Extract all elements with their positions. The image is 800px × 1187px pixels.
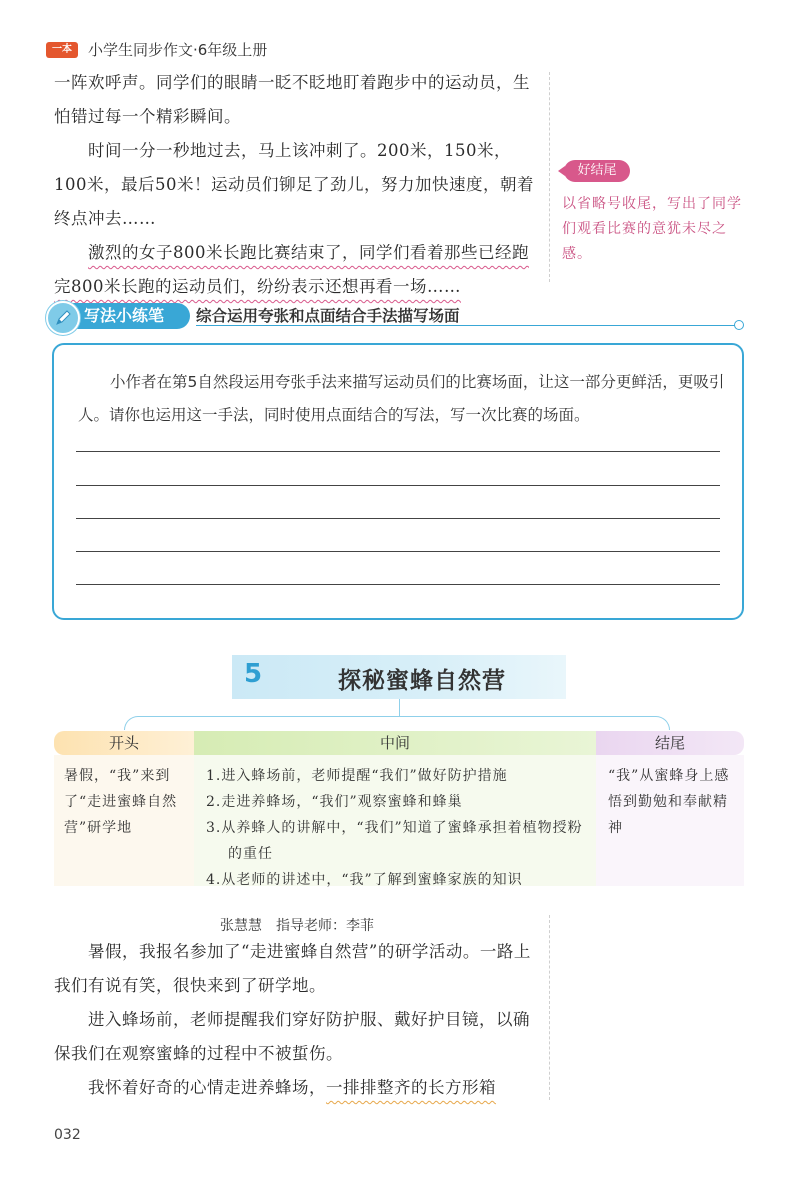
- writing-line[interactable]: [76, 485, 720, 486]
- article-text: 我怀着好奇的心情走进养蜂场，: [88, 1078, 326, 1097]
- article-paragraph: [54, 1071, 540, 1105]
- outline-connector: [399, 699, 400, 716]
- top-essay-text: [54, 66, 534, 304]
- book-badge: 一本: [46, 42, 78, 58]
- practice-title: 综合运用夸张和点面结合手法描写场面: [196, 307, 460, 325]
- practice-prompt-text: 小作者在第5自然段运用夸张手法来描写运动员们的比赛场面，让这一部分更鲜活，更吸引人。请你也运用这一手法，同时使用点面结合的写法，写一次比赛的场面。: [78, 373, 725, 424]
- page-number: 032: [54, 1127, 81, 1143]
- middle-heading: 中间: [194, 731, 596, 755]
- side-comment: 以省略号收尾，写出了同学们观看比赛的意犹未尽之感。: [562, 196, 742, 262]
- article-paragraph: 暑假，我报名参加了“走进蜜蜂自然营”的研学活动。一路上我们有说有笑，很快来到了研学地。: [54, 942, 531, 995]
- article-body: [54, 935, 540, 1105]
- list-item: 4.从老师的讲述中，“我”了解到蜜蜂家族的知识: [206, 872, 523, 888]
- essay-paragraph: 时间一分一秒地过去，马上该冲刺了。200米，150米，100米，最后50米！运动员们铆足了劲儿，努力加快速度，朝着终点冲去……: [54, 141, 534, 228]
- pen-icon: [46, 301, 80, 335]
- ending-heading: 结尾: [596, 731, 744, 755]
- margin-divider: [549, 915, 550, 1100]
- section-title: 探秘蜜蜂自然营: [338, 668, 506, 694]
- middle-list: [206, 763, 596, 893]
- article-paragraph: 进入蜂场前，老师提醒我们穿好防护服、戴好护目镜，以确保我们在观察蜜蜂的过程中不被蜇伤。: [54, 1010, 530, 1063]
- banner-end-dot: [734, 320, 744, 330]
- writing-line[interactable]: [76, 551, 720, 552]
- good-ending-tag: 好结尾: [564, 160, 630, 182]
- opening-heading: 开头: [54, 731, 194, 755]
- writing-line[interactable]: [76, 584, 720, 585]
- opening-text: 暑假，“我”来到了“走进蜜蜂自然营”研学地: [64, 768, 178, 836]
- byline: 张慧慧 指导老师：李菲: [220, 918, 374, 934]
- practice-prompt: [78, 366, 728, 432]
- outline-connector: [124, 716, 670, 730]
- essay-paragraph: [54, 236, 534, 304]
- essay-paragraph: 一阵欢呼声。同学们的眼睛一眨不眨地盯着跑步中的运动员，生怕错过每一个精彩瞬间。: [54, 73, 530, 126]
- ending-text: “我”从蜜蜂身上感悟到勤勉和奉献精神: [608, 768, 730, 836]
- writing-line[interactable]: [76, 451, 720, 452]
- section-number: 5: [244, 659, 263, 689]
- practice-label: 写法小练笔: [66, 303, 190, 329]
- writing-line[interactable]: [76, 518, 720, 519]
- margin-divider: [549, 72, 550, 282]
- highlighted-ending: 激烈的女子800米长跑比赛结束了，同学们看着那些已经跑完800米长跑的运动员们，纷纷表示还想再看一场……: [54, 243, 529, 296]
- list-item: 1.进入蜂场前，老师提醒“我们”做好防护措施: [206, 768, 508, 784]
- highlighted-phrase: 一排排整齐的长方形箱: [326, 1078, 496, 1097]
- list-item: 2.走进养蜂场，“我们”观察蜜蜂和蜂巢: [206, 794, 463, 810]
- book-title: 小学生同步作文·6年级上册: [88, 41, 268, 59]
- list-item: 3.从养蜂人的讲解中，“我们”知道了蜜蜂承担着植物授粉的重任: [206, 820, 583, 862]
